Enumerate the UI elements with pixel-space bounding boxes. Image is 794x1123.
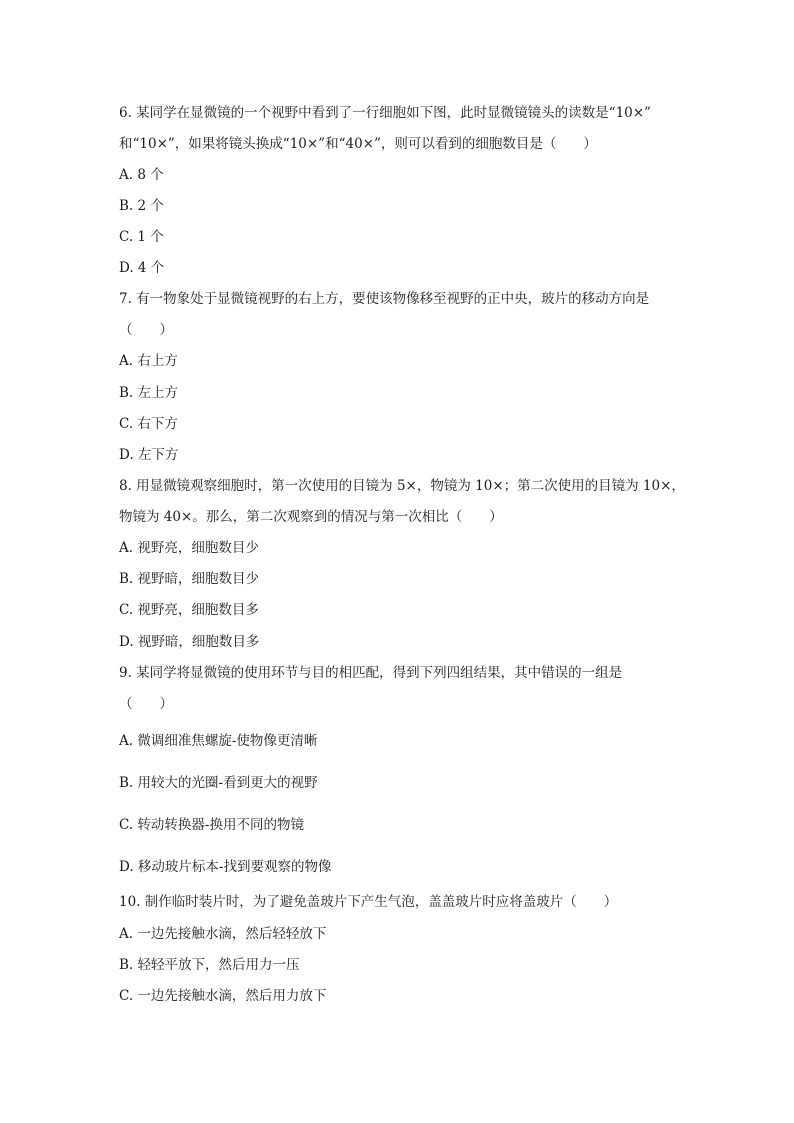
question-7-stem-line-2: （ ） — [119, 322, 173, 338]
question-8-option-a: A. 视野亮，细胞数目少 — [119, 540, 259, 556]
question-10-option-b: B. 轻轻平放下，然后用力一压 — [119, 957, 300, 973]
question-9-stem-line-1: 9. 某同学将显微镜的使用环节与目的相匹配，得到下列四组结果，其中错误的一组是 — [119, 665, 623, 681]
question-8-stem-line-2: 物镜为 40×。那么，第二次观察到的情况与第一次相比（ ） — [119, 509, 503, 525]
question-6-stem-line-1: 6. 某同学在显微镜的一个视野中看到了一行细胞如下图，此时显微镜镜头的读数是“10×” — [119, 105, 651, 121]
question-9-option-b: B. 用较大的光圈-看到更大的视野 — [119, 775, 318, 791]
question-9-option-c: C. 转动转换器-换用不同的物镜 — [119, 817, 304, 833]
question-9-option-d: D. 移动玻片标本-找到要观察的物像 — [119, 859, 332, 875]
question-8-option-c: C. 视野亮，细胞数目多 — [119, 602, 259, 618]
question-6-option-b: B. 2 个 — [119, 198, 164, 214]
question-7-option-a: A. 右上方 — [119, 353, 178, 369]
question-10-stem-line-1: 10. 制作临时装片时，为了避免盖玻片下产生气泡，盖盖玻片时应将盖玻片（ ） — [119, 894, 618, 910]
question-9-stem-line-2: （ ） — [119, 696, 173, 712]
question-6-option-d: D. 4 个 — [119, 260, 165, 276]
question-7-option-d: D. 左下方 — [119, 447, 179, 463]
question-10-option-a: A. 一边先接触水滴，然后轻轻放下 — [119, 926, 327, 942]
question-7-stem-line-1: 7. 有一物象处于显微镜视野的右上方，要使该物像移至视野的正中央，玻片的移动方向是 — [119, 291, 650, 307]
question-9-option-a: A. 微调细准焦螺旋-使物像更清晰 — [119, 733, 318, 749]
question-8-option-b: B. 视野暗，细胞数目少 — [119, 571, 260, 587]
question-7-option-c: C. 右下方 — [119, 416, 178, 432]
question-8-option-d: D. 视野暗，细胞数目多 — [119, 634, 260, 650]
question-10-option-c: C. 一边先接触水滴，然后用力放下 — [119, 988, 327, 1004]
question-6-stem-line-2: 和“10×”，如果将镜头换成“10×”和“40×”，则可以看到的细胞数目是（ ） — [119, 136, 597, 152]
question-8-stem-line-1: 8. 用显微镜观察细胞时，第一次使用的目镜为 5×，物镜为 10×；第二次使用的目镜为 10×， — [119, 478, 685, 494]
question-7-option-b: B. 左上方 — [119, 385, 179, 401]
question-6-option-c: C. 1 个 — [119, 229, 164, 245]
question-6-option-a: A. 8 个 — [119, 167, 164, 183]
